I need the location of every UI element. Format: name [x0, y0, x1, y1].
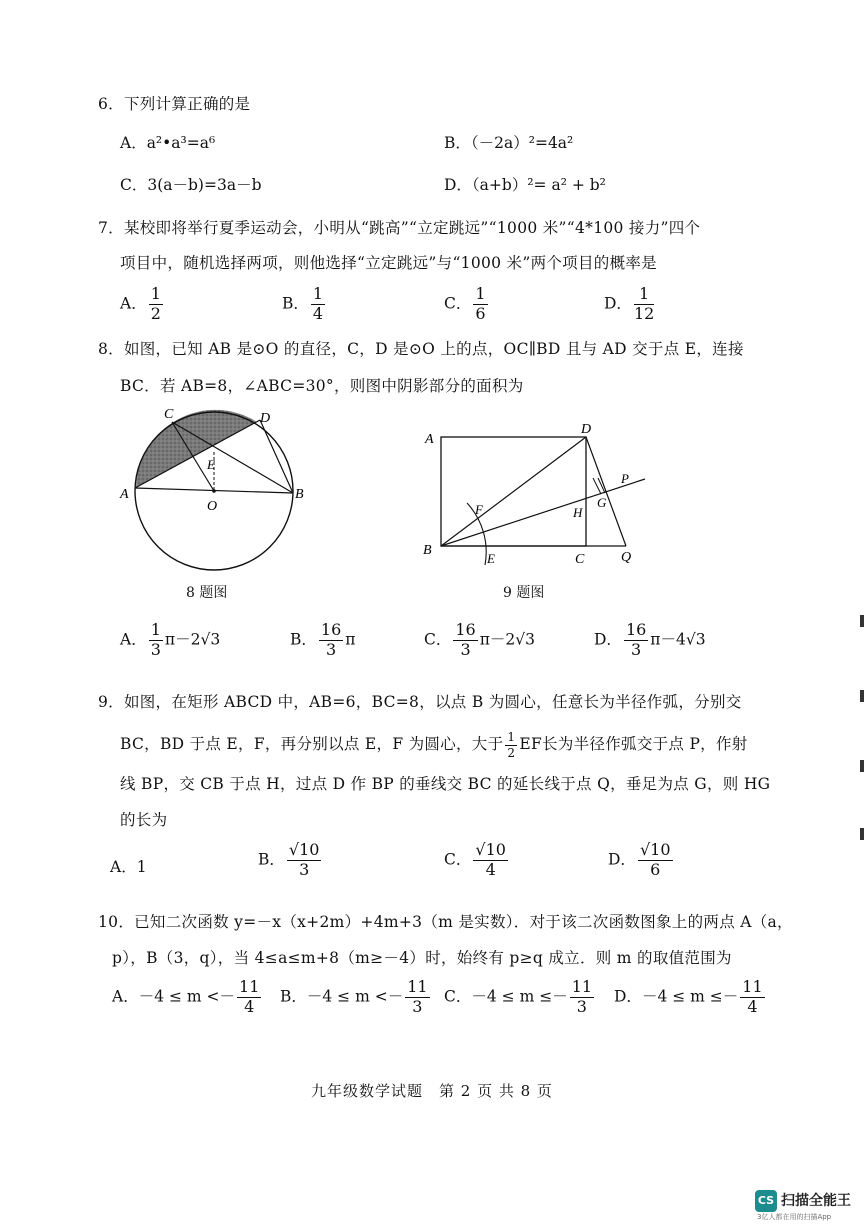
watermark-name: 扫描全能王: [781, 1193, 851, 1209]
point-o: [212, 489, 216, 493]
q6-stem: 6．下列计算正确的是: [98, 95, 251, 113]
q8-d-tail: π－4√3: [650, 630, 706, 649]
q6-option-c: C．3(a－b)=3a－b: [120, 176, 262, 194]
label-c-9: C: [575, 552, 585, 567]
q10-d-label: D．: [614, 987, 642, 1006]
q10-line-2: p），B（3，q），当 4≤a≤m+8（m≥－4）时，始终有 p≥q 成立．则 m 的取值范围为: [112, 949, 732, 967]
q7-option-c: [444, 286, 490, 323]
q10-a-label: A．: [112, 987, 139, 1006]
q9-b-fraction: [287, 842, 322, 879]
q8-b-tail: π: [345, 630, 356, 649]
q10-a-den: 4: [244, 996, 255, 1016]
q10-c-fraction: [570, 979, 594, 1016]
label-c: C: [164, 407, 174, 422]
q10-d-head: －4 ≤ m ≤－: [641, 987, 739, 1006]
q8-a-num: 1: [150, 620, 161, 639]
page-footer: 九年级数学试题 第 2 页 共 8 页: [311, 1082, 553, 1100]
label-q-9: Q: [621, 550, 632, 565]
q8-d-fraction: [624, 622, 648, 659]
q6-option-a: A．a²•a³=a⁶: [120, 134, 216, 152]
scan-edge-mark: [860, 828, 864, 840]
q8-a-den: 3: [150, 639, 161, 659]
q10-b-fraction: [405, 979, 429, 1016]
q10-c-head: －4 ≤ m ≤－: [471, 987, 568, 1006]
q8-d-num: 16: [625, 620, 647, 639]
q7-b-label: B．: [282, 294, 309, 313]
q7-a-den: 2: [150, 303, 161, 323]
q7-d-label: D．: [604, 294, 632, 313]
q9-option-a: A．1: [110, 858, 147, 876]
q9-d-label: D．: [608, 850, 636, 869]
label-b: B: [295, 487, 304, 502]
q9-line-2: [120, 731, 748, 759]
q7-d-den: 12: [633, 303, 655, 323]
q10-b-den: 3: [412, 996, 423, 1016]
q7-a-fraction: [149, 286, 163, 323]
q9-half-fraction: [505, 731, 517, 759]
scan-edge-mark: [860, 615, 864, 627]
q9-half-den: 2: [507, 745, 516, 760]
q7-c-den: 6: [475, 303, 486, 323]
q9-line-3: 线 BP，交 CB 于点 H，过点 D 作 BP 的垂线交 BC 的延长线于点 Q，垂足为点 G，则 HG: [120, 775, 771, 793]
q8-option-b: [290, 622, 355, 659]
q10-a-fraction: [237, 979, 261, 1016]
q7-option-d: [604, 286, 656, 323]
label-e: E: [207, 457, 215, 472]
q8-line-1: 8．如图，已知 AB 是⊙O 的直径，C，D 是⊙O 上的点，OC∥BD 且与 AD 交于点 E，连接: [98, 340, 744, 358]
figure-9: [415, 415, 655, 575]
label-e-9: E: [487, 551, 495, 566]
q10-c-num: 11: [571, 977, 593, 996]
q9-c-num: √10: [475, 840, 506, 859]
q10-b-label: B．: [280, 987, 307, 1006]
q7-c-fraction: [473, 286, 487, 323]
q10-a-head: －4 ≤ m <－: [138, 987, 236, 1006]
q9-d-num: √10: [639, 840, 671, 859]
label-o: O: [207, 499, 218, 514]
q7-option-a: [120, 286, 165, 323]
q7-line-1: 7．某校即将举行夏季运动会，小明从“跳高”“立定跳远”“1000 米”“4*100 接力”四个: [98, 219, 701, 237]
q7-line-2: 项目中，随机选择两项，则他选择“立定跳远”与“1000 米”两个项目的概率是: [120, 254, 657, 272]
shaded-region: [136, 410, 257, 488]
label-p-9: P: [621, 471, 629, 486]
q9-c-label: C．: [444, 850, 472, 869]
q9-option-b: [258, 842, 323, 879]
q7-c-num: 1: [475, 284, 486, 303]
q8-d-den: 3: [631, 639, 642, 659]
q9-line-2a: BC，BD 于点 E，F，再分别以点 E，F 为圆心，大于: [120, 735, 504, 754]
q7-d-num: 1: [634, 286, 654, 305]
q10-option-a: [112, 979, 263, 1016]
q10-b-num: 11: [407, 977, 428, 996]
q7-c-label: C．: [444, 294, 472, 313]
diagonal-bd: [441, 437, 586, 546]
q7-b-den: 4: [312, 303, 324, 323]
q7-d-fraction: [634, 286, 654, 323]
q9-d-fraction: [638, 842, 673, 879]
q10-line-1: 10．已知二次函数 y=－x（x+2m）+4m+3（m 是实数）．对于该二次函数图象上的两点 A（a，: [98, 913, 793, 931]
figure-8-caption: 8 题图: [186, 585, 228, 601]
q9-c-fraction: [473, 842, 508, 879]
q8-a-tail: π－2√3: [164, 630, 221, 649]
q9-line-4: 的长为: [120, 811, 168, 829]
q8-b-fraction: [319, 622, 343, 659]
scan-edge-mark: [860, 690, 864, 702]
q8-c-num: 16: [455, 620, 476, 639]
cs-logo-icon: CS: [755, 1190, 777, 1212]
label-a-9: A: [425, 432, 434, 447]
q9-c-den: 4: [485, 859, 496, 879]
q8-a-fraction: [149, 622, 163, 659]
q10-option-b: [280, 979, 432, 1016]
segment-bd: [260, 420, 293, 493]
q10-d-den: 4: [747, 996, 758, 1016]
q9-b-den: 3: [299, 859, 310, 879]
q8-d-label: D．: [594, 630, 622, 649]
scan-edge-mark: [860, 760, 864, 772]
arc-marks-p: [593, 478, 605, 494]
label-f-9: F: [475, 502, 483, 517]
q10-c-label: C．: [444, 987, 472, 1006]
q7-a-num: 1: [150, 284, 161, 303]
q9-b-num: √10: [288, 840, 320, 859]
q10-b-head: －4 ≤ m <－: [306, 987, 404, 1006]
q8-option-d: [594, 622, 706, 659]
ray-bp: [441, 479, 645, 546]
segment-dq: [586, 437, 626, 546]
q10-a-num: 11: [239, 977, 260, 996]
q8-c-fraction: [453, 622, 477, 659]
q8-option-a: [120, 622, 220, 659]
q10-option-d: [614, 979, 767, 1016]
q9-option-d: [608, 842, 675, 879]
watermark-subtitle: 3亿人都在用的扫描App: [757, 1213, 832, 1221]
q8-option-c: [424, 622, 535, 659]
q8-b-label: B．: [290, 630, 317, 649]
q8-line-2: BC．若 AB=8，∠ABC=30°，则图中阴影部分的面积为: [120, 377, 524, 395]
label-g-9: G: [597, 495, 607, 510]
q10-d-num: 11: [742, 977, 763, 996]
label-d-9: D: [581, 422, 592, 437]
label-a: A: [120, 487, 129, 502]
q9-d-den: 6: [650, 859, 661, 879]
label-h-9: H: [573, 505, 583, 520]
q9-b-label: B．: [258, 850, 285, 869]
q10-c-den: 3: [576, 996, 587, 1016]
label-d: D: [260, 411, 271, 426]
q6-option-d: D．（a+b）²= a² + b²: [444, 176, 606, 194]
q7-a-label: A．: [120, 294, 147, 313]
q7-option-b: [282, 286, 327, 323]
q9-line-2b: EF长为半径作弧交于点 P，作射: [519, 735, 748, 754]
q8-c-tail: π－2√3: [479, 630, 536, 649]
q7-b-num: 1: [312, 284, 324, 303]
q8-c-label: C．: [424, 630, 452, 649]
scanner-watermark: [755, 1188, 860, 1220]
q7-b-fraction: [311, 286, 325, 323]
q10-d-fraction: [740, 979, 764, 1016]
q10-option-c: [444, 979, 596, 1016]
q8-b-num: 16: [320, 620, 342, 639]
q8-c-den: 3: [460, 639, 471, 659]
q6-option-b: B．（－2a）²=4a²: [444, 134, 574, 152]
q8-a-label: A．: [120, 630, 147, 649]
figure-9-caption: 9 题图: [503, 585, 545, 601]
label-b-9: B: [423, 543, 432, 558]
figure-8: [110, 398, 330, 598]
q9-option-c: [444, 842, 510, 879]
q9-line-1: 9．如图，在矩形 ABCD 中，AB=6，BC=8，以点 B 为圆心，任意长为半径作弧，分别交: [98, 693, 742, 711]
q8-b-den: 3: [325, 639, 337, 659]
q9-half-num: 1: [507, 730, 516, 744]
